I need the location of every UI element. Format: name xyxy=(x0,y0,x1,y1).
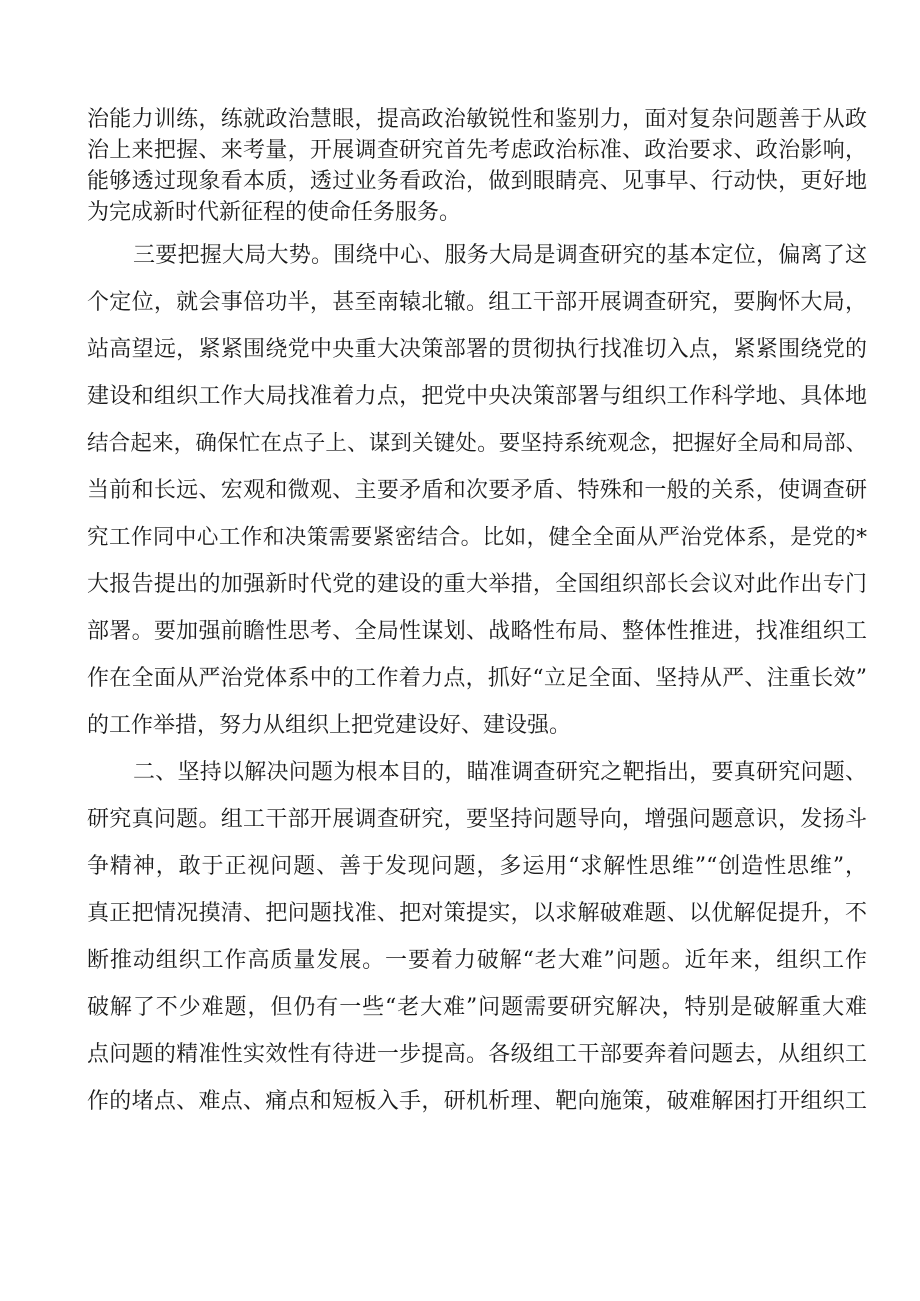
paragraph-3-line-5: 断推动组织工作高质量发展。一要着力破解“老大难”问题。近年来，组织工作 xyxy=(87,948,867,973)
paragraph-2-line-4: 建设和组织工作大局找准着力点，把党中央决策部署与组织工作科学地、具体地 xyxy=(87,384,867,409)
paragraph-3-line-4: 真正把情况摸清、把问题找准、把对策提实，以求解破难题、以优解促提升，不 xyxy=(87,901,867,926)
paragraph-1-line-2: 治上来把握、来考量，开展调查研究首先考虑政治标准、政治要求、政治影响， xyxy=(87,138,867,163)
paragraph-3-line-3: 争精神，敢于正视问题、善于发现问题，多运用“求解性思维”“创造性思维”， xyxy=(87,854,867,879)
paragraph-2-line-8: 大报告提出的加强新时代党的建设的重大举措，全国组织部长会议对此作出专门 xyxy=(87,572,867,597)
paragraph-2-line-3: 站高望远，紧紧围绕党中央重大决策部署的贯彻执行找准切入点，紧紧围绕党的 xyxy=(87,337,867,362)
paragraph-3-line-2: 研究真问题。组工干部开展调查研究，要坚持问题导向，增强问题意识，发扬斗 xyxy=(87,807,867,832)
paragraph-3-line-7: 点问题的精准性实效性有待进一步提高。各级组工干部要奔着问题去，从组织工 xyxy=(87,1042,867,1067)
paragraph-2-line-7: 究工作同中心工作和决策需要紧密结合。比如，健全全面从严治党体系，是党的* xyxy=(87,525,867,550)
paragraph-1-line-3: 能够透过现象看本质，透过业务看政治，做到眼睛亮、见事早、行动快，更好地 xyxy=(87,169,867,194)
paragraph-2-line-11: 的工作举措，努力从组织上把党建设好、建设强。 xyxy=(87,713,572,738)
paragraph-2-line-1: 三要把握大局大势。围绕中心、服务大局是调查研究的基本定位，偏离了这 xyxy=(133,243,867,268)
paragraph-2-line-10: 作在全面从严治党体系中的工作着力点，抓好“立足全面、坚持从严、注重长效” xyxy=(87,666,867,691)
paragraph-1-line-4: 为完成新时代新征程的使命任务服务。 xyxy=(87,200,462,225)
paragraph-2-line-5: 结合起来，确保忙在点子上、谋到关键处。要坚持系统观念，把握好全局和局部、 xyxy=(87,431,867,456)
paragraph-2-line-6: 当前和长远、宏观和微观、主要矛盾和次要矛盾、特殊和一般的关系，使调查研 xyxy=(87,478,867,503)
paragraph-2-line-2: 个定位，就会事倍功半，甚至南辕北辙。组工干部开展调查研究，要胸怀大局， xyxy=(87,290,867,315)
paragraph-3-line-8: 作的堵点、难点、痛点和短板入手，研机析理、靶向施策，破难解困打开组织工 xyxy=(87,1089,867,1114)
paragraph-2-line-9: 部署。要加强前瞻性思考、全局性谋划、战略性布局、整体性推进，找准组织工 xyxy=(87,619,867,644)
paragraph-3-line-1: 二、坚持以解决问题为根本目的，瞄准调查研究之靶指出，要真研究问题、 xyxy=(133,760,867,785)
paragraph-3-line-6: 破解了不少难题，但仍有一些“老大难”问题需要研究解决，特别是破解重大难 xyxy=(87,995,867,1020)
paragraph-1-line-1: 治能力训练，练就政治慧眼，提高政治敏锐性和鉴别力，面对复杂问题善于从政 xyxy=(87,107,867,132)
